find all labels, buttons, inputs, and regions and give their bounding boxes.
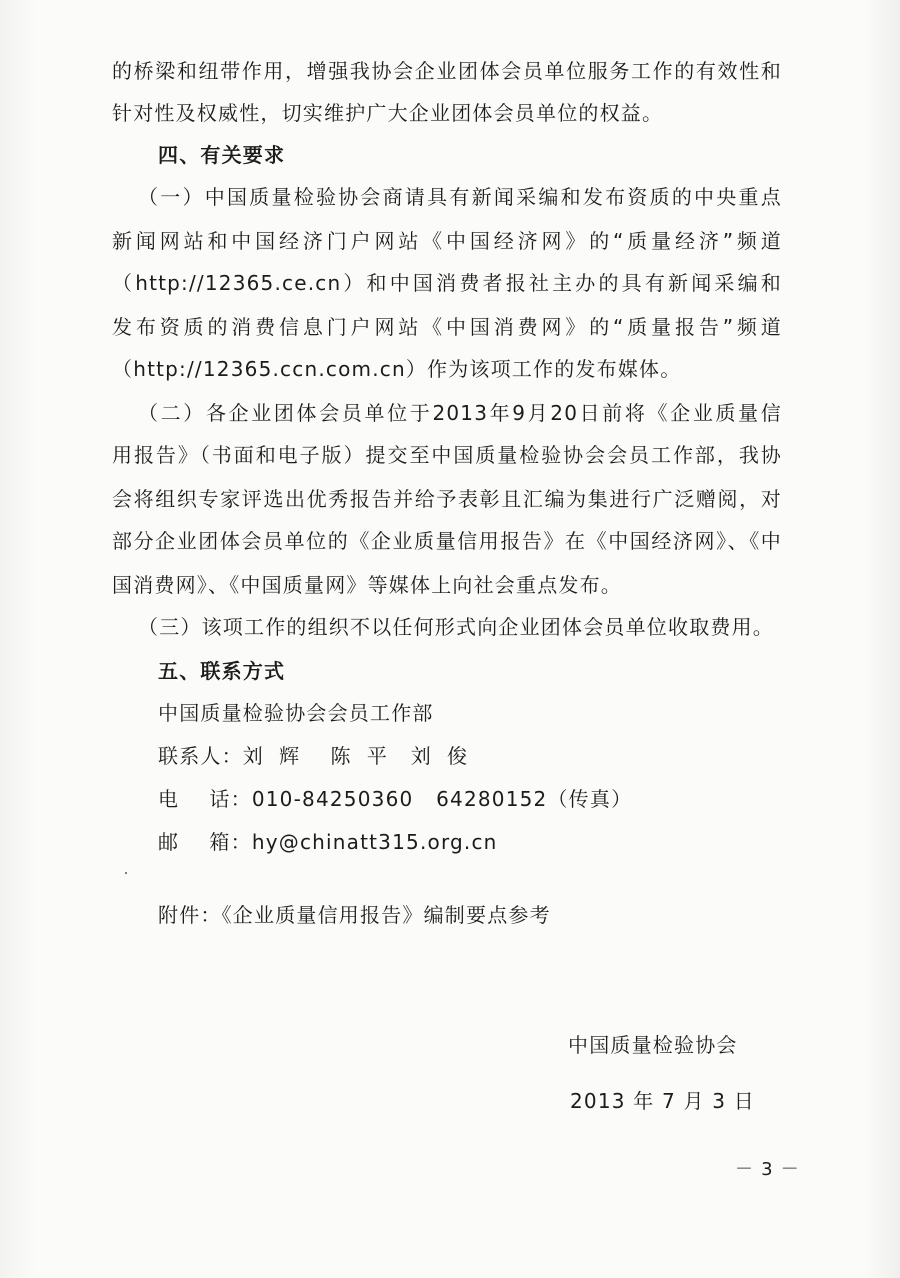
section-5-heading: 五、联系方式	[158, 659, 286, 683]
item-2-line-3: 会将组织专家评选出优秀报告并给予表彰且汇编为集进行广泛赠阅，对	[112, 487, 782, 511]
attachment-note: 附件：《企业质量信用报告》编制要点参考	[158, 903, 551, 927]
item-3-line: （三）该项工作的组织不以任何形式向企业团体会员单位收取费用。	[138, 615, 774, 639]
item-1-line-3: （http://12365.ce.cn）和中国消费者报社主办的具有新闻采编和	[112, 271, 782, 295]
item-1-line-2: 新闻网站和中国经济门户网站《中国经济网》的“质量经济”频道	[112, 229, 782, 253]
page-number: － 3 －	[735, 1159, 800, 1180]
contact-persons: 联系人：刘 辉 陈 平 刘 俊	[158, 744, 469, 768]
contact-email: 邮 箱：hy@chinatt315.org.cn	[158, 830, 498, 854]
signature-org: 中国质量检验协会	[568, 1033, 738, 1057]
stray-dot	[125, 872, 127, 874]
intro-line-1: 的桥梁和纽带作用，增强我协会企业团体会员单位服务工作的有效性和	[112, 59, 782, 83]
item-1-line-5: （http://12365.ccn.com.cn）作为该项工作的发布媒体。	[112, 357, 682, 381]
contact-phone: 电 话：010-84250360 64280152（传真）	[158, 787, 633, 811]
item-2-line-4: 部分企业团体会员单位的《企业质量信用报告》在《中国经济网》、《中	[112, 529, 782, 553]
item-2-line-2: 用报告》（书面和电子版）提交至中国质量检验协会会员工作部，我协	[112, 443, 782, 467]
item-1-line-4: 发布资质的消费信息门户网站《中国消费网》的“质量报告”频道	[112, 315, 782, 339]
contact-department: 中国质量检验协会会员工作部	[158, 701, 434, 725]
item-2-line-5: 国消费网》、《中国质量网》等媒体上向社会重点发布。	[112, 573, 622, 597]
item-1-line-1: （一）中国质量检验协会商请具有新闻采编和发布资质的中央重点	[138, 185, 782, 209]
item-2-line-1: （二）各企业团体会员单位于2013年9月20日前将《企业质量信	[138, 401, 782, 425]
section-4-heading: 四、有关要求	[158, 143, 286, 167]
intro-line-2: 针对性及权威性，切实维护广大企业团体会员单位的权益。	[112, 101, 664, 125]
signature-date: 2013 年 7 月 3 日	[570, 1089, 755, 1113]
